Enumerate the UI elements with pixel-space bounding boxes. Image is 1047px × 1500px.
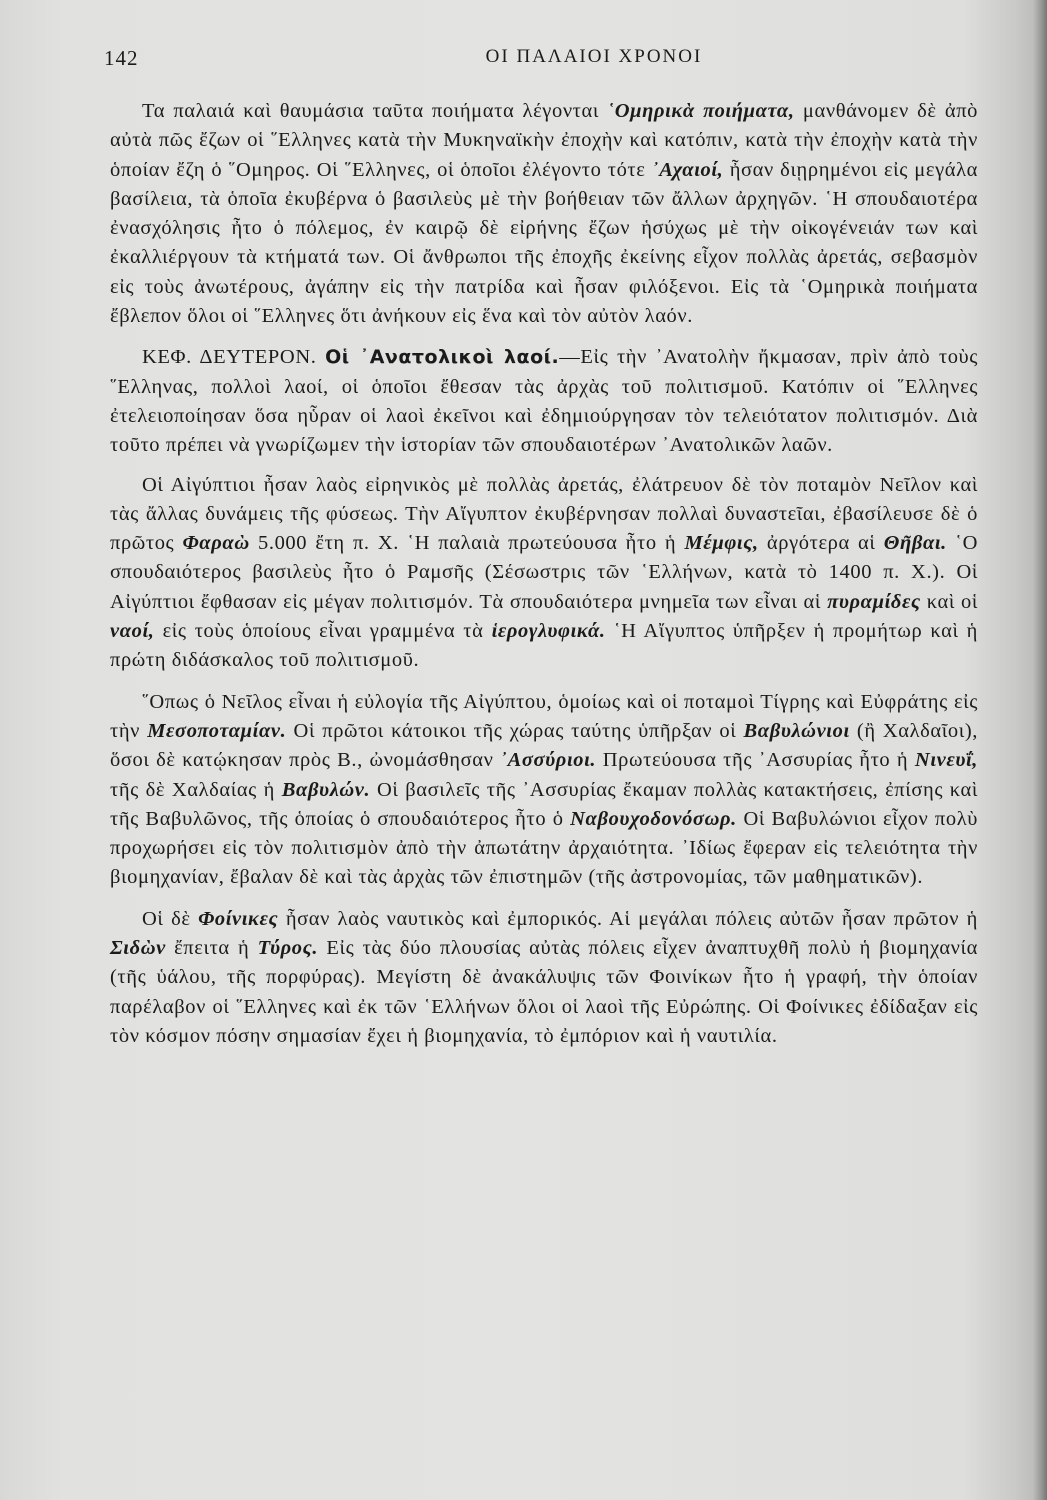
text-run: τῆς δὲ Χαλδαίας ἡ	[110, 778, 282, 801]
emphasis-homeric-poems: ῾Ομηρικὰ ποιήματα,	[607, 100, 795, 122]
text-run: Εἰς τὰς δύο πλουσίας αὐτὰς πόλεις εἶχεν ἀναπτυχθῆ πολὺ ἡ βιομηχανία (τῆς ὑάλου, τῆς πορφύρας). Μεγίστη δὲ ἀνακάλυψις τῶν Φοινίκων ἦτο ἡ γραφή, τὴν ὁποίαν παρέλαβον οἱ ῞Ελληνες καὶ ἐκ τῶν ῾Ελλήνων ὅλοι οἱ λαοὶ τῆς Εὐρώπης. Οἱ Φοίνικες ἐδίδαξαν εἰς τὸν κόσμον πόσην σημασίαν ἔχει ἡ βιομηχανία, τὸ ἐμπόριον καὶ ἡ ναυτιλία.	[110, 937, 979, 1047]
text-run: ἔπειτα ἡ	[165, 937, 258, 960]
text-run: ἀργότερα αἱ	[758, 532, 884, 555]
running-head	[104, 46, 984, 76]
page-edge-shadow	[1033, 0, 1047, 1500]
page-number: 142	[104, 46, 139, 70]
emphasis-babylon: Βαβυλών.	[281, 778, 371, 801]
emphasis-memphis: Μέμφις,	[684, 532, 759, 555]
text-run: —Εἰς τὴν ᾿Ανατολὴν ἤκμασαν, πρὶν ἀπὸ τοὺς ῞Ελληνας, πολλοὶ λαοί, οἱ ὁποῖοι ἔθεσαν τὰς ἀρχὰς τοῦ πολιτισμοῦ. Κατόπιν οἱ ῞Ελληνες ἐτελειοποίησαν ὅσα ηὗραν οἱ λαοὶ ἐκεῖνοι καὶ ἐδημιούργησαν τὸν τελειότατον πολιτισμόν. Διὰ τοῦτο πρέπει νὰ γνωρίζωμεν τὴν ἱστορίαν τῶν σπουδαιοτέρων ᾿Ανατολικῶν λαῶν.	[110, 346, 979, 457]
text-run: Οἱ βασιλεῖς τῆς ᾿Ασσυρίας ἔκαμαν πολλὰς κατακτήσεις, ἐπίσης καὶ τῆς Βαβυλῶνος, τῆς ὁποίας ὁ σπουδαιότερος ἦτο ὁ	[110, 778, 978, 830]
text-run: 5.000 ἔτη π. Χ. ῾Η παλαιὰ πρωτεύουσα ἦτο ἡ	[249, 532, 685, 555]
text-run: ἦσαν διῃρημένοι εἰς μεγάλα βασίλεια, τὰ ὁποῖα ἐκυβέρνα ὁ βασιλεὺς μὲ τὴν βοήθειαν τῶν ἄλλων ἀρχηγῶν. ῾Η σπουδαιοτέρα ἐνασχόλησις ἦτο ὁ πόλεμος, ἐν καιρῷ δὲ εἰρήνης ἔζων ἡσύχως μὲ τὴν οἰκογένειάν των καὶ ἐκαλλιέργουν τὰ κτήματά των. Οἱ ἄνθρωποι τῆς ἐποχῆς ἐκείνης εἶχον πολλὰς ἀρετάς, σεβασμὸν εἰς τοὺς ἀνωτέρους, ἀγάπην εἰς τὴν πατρίδα καὶ ἦσαν φιλόξενοι. Εἰς τὰ ῾Ομηρικὰ ποιήματα ἔβλεπον ὅλοι οἱ ῞Ελληνες ὅτι ἀνήκουν εἰς ἕνα καὶ τὸν αὐτὸν λαόν.	[110, 158, 978, 328]
emphasis-thebes: Θῆβαι.	[883, 532, 947, 555]
emphasis-nineveh: Νινευΐ,	[914, 749, 978, 772]
text-run: Πρωτεύουσα τῆς ᾿Ασσυρίας ἦτο ἡ	[596, 749, 915, 772]
chapter-label: ΚΕΦ. ΔΕΥΤΕΡΟΝ.	[142, 346, 326, 369]
emphasis-babylonians: Βαβυλώνιοι	[743, 719, 850, 742]
text-run: ῾Ο σπουδαιότερος βασιλεὺς ἦτο ὁ Ραμσῆς (Σέσωστρις τῶν ῾Ελλήνων, κατὰ τὸ 1400 π. Χ.). Οἱ Αἰγύπτιοι ἔφθασαν εἰς μέγαν πολιτισμόν. Τὰ σπουδαιότερα μνημεῖα των εἶναι αἱ	[110, 532, 978, 613]
paragraph-phoenicians	[110, 905, 978, 1051]
text-run: εἰς τοὺς ὁποίους εἶναι γραμμένα τὰ	[154, 620, 492, 643]
emphasis-hieroglyphics: ἱερογλυφικά.	[491, 620, 606, 643]
emphasis-mesopotamia: Μεσοποταμίαν.	[147, 719, 287, 742]
emphasis-achaeans: ᾿Αχαιοί,	[651, 158, 724, 181]
emphasis-sidon: Σιδὼν	[110, 937, 166, 960]
text-run: ῞Οπως ὁ Νεῖλος εἶναι ἡ εὐλογία τῆς Αἰγύπτου, ὁμοίως καὶ οἱ ποταμοὶ Τίγρης καὶ Εὐφράτης εἰς τὴν	[110, 690, 978, 742]
paragraph-mesopotamia	[110, 688, 978, 893]
book-title: ΟΙ ΠΑΛΑΙΟΙ ΧΡΟΝΟΙ	[485, 46, 703, 67]
text-run: ῾Η Αἴγυπτος ὑπῆρξεν ἡ προμήτωρ καὶ ἡ πρώτη διδάσκαλος τοῦ πολιτισμοῦ.	[110, 620, 978, 672]
emphasis-pyramids: πυραμίδες	[827, 590, 921, 613]
section-title: Οἱ ᾿Ανατολικοὶ λαοί.	[325, 346, 560, 369]
text-run: Οἱ πρῶτοι κάτοικοι τῆς χώρας ταύτης ὑπῆρξαν οἱ	[286, 719, 744, 742]
text-run: Τα παλαιά καὶ θαυμάσια ταῦτα ποιήματα λέγονται	[142, 100, 608, 122]
paragraph-homeric-poems	[110, 97, 978, 331]
emphasis-nebuchadnezzar: Ναβουχοδονόσωρ.	[570, 807, 737, 830]
text-run: Οἱ Βαβυλώνιοι εἶχον πολὺ προχωρήσει εἰς τὸν πολιτισμὸν ἀπὸ τὴν ἀπωτάτην ἀρχαιότητα. ᾿Ιδίως ἔφεραν εἰς τελειότητα τὴν βιομηχανίαν, ἔβαλαν δὲ καὶ τὰς ἀρχὰς τῶν ἐπιστημῶν (τῆς ἀστρονομίας, τῶν μαθηματικῶν).	[110, 807, 978, 889]
paragraph-egyptians	[110, 471, 978, 676]
text-run: Οἱ δὲ	[142, 907, 199, 930]
text-body	[110, 97, 978, 1063]
text-run: ἦσαν λαὸς ναυτικὸς καὶ ἐμπορικός. Αἱ μεγάλαι πόλεις αὐτῶν ἦσαν πρῶτον ἡ	[278, 907, 978, 930]
emphasis-temples: ναοί,	[110, 620, 155, 643]
emphasis-assyrians: ᾿Ασσύριοι.	[500, 749, 597, 772]
text-run: Οἱ Αἰγύπτιοι ἦσαν λαὸς εἰρηνικὸς μὲ πολλὰς ἀρετάς, ἐλάτρευον δὲ τὸν ποταμὸν Νεῖλον καὶ τὰς ἄλλας δυνάμεις τῆς φύσεως. Τὴν Αἴγυπτον ἐκυβέρνησαν πολλαὶ δυναστεῖαι, ἐβασίλευσε δὲ ὁ πρῶτος	[110, 473, 978, 555]
emphasis-phoenicians: Φοίνικες	[198, 907, 279, 930]
text-run: καὶ οἱ	[920, 590, 978, 613]
emphasis-tyre: Τύρος.	[257, 937, 319, 960]
emphasis-pharaoh: Φαραὼ	[182, 532, 250, 555]
paragraph-eastern-peoples	[110, 343, 978, 460]
text-run: (ἢ Χαλδαῖοι), ὅσοι δὲ κατῴκησαν πρὸς Β., ὠνομάσθησαν	[110, 719, 978, 772]
text-run: μανθάνομεν δὲ ἀπὸ αὐτὰ πῶς ἔζων οἱ ῞Ελληνες κατὰ τὴν Μυκηναϊκὴν ἐποχὴν καὶ κατόπιν, κατὰ τὴν ἐποχὴν κατὰ τὴν ὁποίαν ἔζη ὁ ῞Ομηρος. Οἱ ῞Ελληνες, οἱ ὁποῖοι ἐλέγοντο τότε	[110, 100, 979, 181]
